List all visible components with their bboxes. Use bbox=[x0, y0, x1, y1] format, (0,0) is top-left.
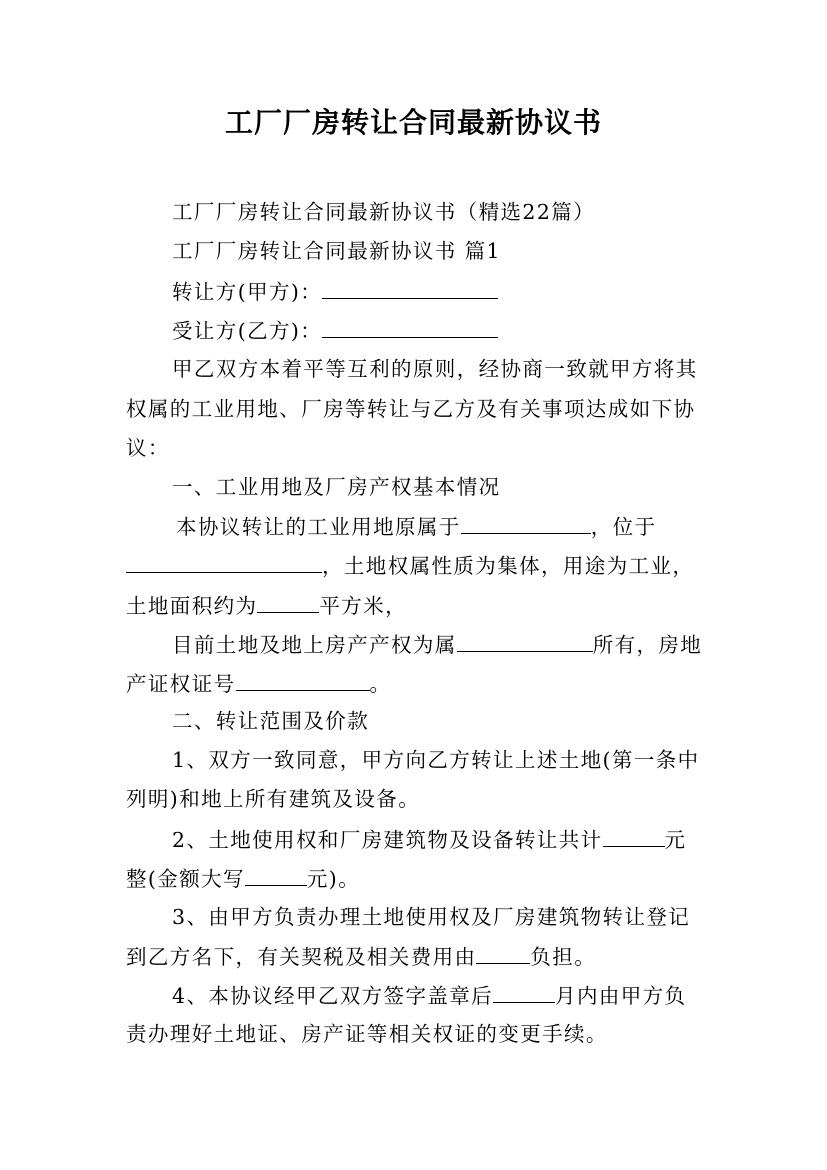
paragraph-line: 4、本协议经甲乙双方签字盖章后 月内由甲方负 bbox=[126, 980, 772, 1011]
original-owner-blank[interactable] bbox=[461, 511, 591, 534]
area-blank[interactable] bbox=[257, 590, 319, 613]
certificate-number-blank[interactable] bbox=[236, 668, 370, 691]
paragraph-line: 1、双方一致同意，甲方向乙方转让上述土地(第一条中 bbox=[172, 748, 700, 772]
paragraph-line: 议： bbox=[126, 436, 170, 460]
paragraph-line: 甲乙双方本着平等互利的原则，经协商一致就甲方将其 bbox=[172, 357, 698, 381]
document-title: 工厂厂房转让合同最新协议书 bbox=[224, 106, 602, 139]
paragraph-line: 到乙方名下，有关契税及相关费用由 负担。 bbox=[126, 941, 726, 972]
paragraph-line: 土地面积约为 平方米， bbox=[126, 590, 726, 621]
fee-payer-blank[interactable] bbox=[476, 941, 530, 964]
subtitle-line: 工厂厂房转让合同最新协议书（精选22篇） bbox=[172, 200, 596, 224]
paragraph-line: 整(金额大写 元)。 bbox=[126, 863, 726, 894]
heading-line: 二、转让范围及价款 bbox=[172, 709, 370, 733]
paragraph-line: 列明)和地上所有建筑及设备。 bbox=[126, 787, 421, 811]
section-heading-line: 工厂厂房转让合同最新协议书 篇1 bbox=[172, 239, 501, 263]
paragraph-line: 产证权证号 。 bbox=[126, 668, 726, 699]
transferor-line: 转让方(甲方)： bbox=[126, 276, 772, 307]
paragraph-line: 本协议转让的工业用地原属于 ，位于 bbox=[126, 511, 776, 542]
price-blank[interactable] bbox=[603, 824, 665, 847]
months-blank[interactable] bbox=[493, 980, 555, 1003]
transferee-line: 受让方(乙方)： bbox=[126, 315, 772, 346]
price-words-blank[interactable] bbox=[245, 863, 307, 886]
transferee-blank[interactable] bbox=[322, 315, 498, 338]
owner-blank[interactable] bbox=[457, 629, 593, 652]
heading-line: 一、工业用地及厂房产权基本情况 bbox=[172, 475, 501, 499]
paragraph-line: 2、土地使用权和厂房建筑物及设备转让共计 元 bbox=[126, 824, 772, 855]
paragraph-line: 目前土地及地上房产产权为属 所有，房地 bbox=[126, 629, 772, 660]
paragraph-line: 3、由甲方负责办理土地使用权及厂房建筑物转让登记 bbox=[172, 905, 691, 929]
paragraph-line: 权属的工业用地、厂房等转让与乙方及有关事项达成如下协 bbox=[126, 397, 696, 421]
paragraph-line: 责办理好土地证、房产证等相关权证的变更手续。 bbox=[126, 1022, 608, 1046]
paragraph-line: ，土地权属性质为集体，用途为工业， bbox=[126, 550, 726, 581]
location-blank[interactable] bbox=[126, 550, 322, 573]
transferor-blank[interactable] bbox=[322, 276, 498, 299]
